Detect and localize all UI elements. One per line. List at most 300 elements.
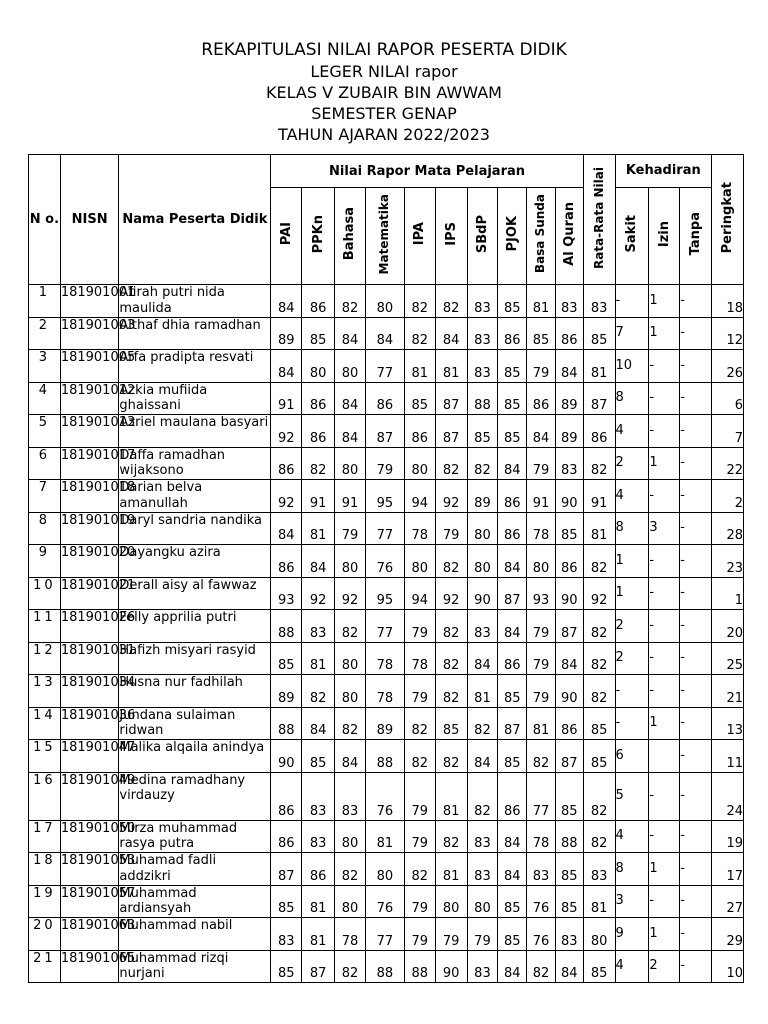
row-score: 93 — [527, 577, 556, 610]
row-average: 83 — [583, 853, 615, 886]
row-score: 84 — [302, 545, 335, 578]
table-row — [29, 285, 744, 318]
row-sakit: 2 — [615, 610, 649, 643]
row-score: 92 — [435, 480, 467, 513]
row-score: 83 — [271, 918, 302, 951]
row-average: 82 — [583, 545, 615, 578]
title-line-3: KELAS V ZUBAIR BIN AWWAM — [266, 83, 502, 102]
row-sakit: 4 — [615, 820, 649, 853]
row-nisn: 181901063 — [60, 918, 119, 951]
row-score: 76 — [527, 885, 556, 918]
row-score: 85 — [498, 918, 527, 951]
header-subject-0: PAI — [271, 188, 302, 285]
row-score: 81 — [435, 772, 467, 820]
row-izin: 1 — [649, 707, 680, 740]
row-score: 83 — [302, 820, 335, 853]
row-nisn: 181901036 — [60, 707, 119, 740]
row-score: 84 — [498, 820, 527, 853]
row-score: 83 — [302, 772, 335, 820]
row-izin: - — [649, 382, 680, 415]
row-score: 81 — [404, 350, 435, 383]
row-score: 76 — [365, 772, 404, 820]
row-rank: 13 — [712, 707, 744, 740]
table-row — [29, 772, 744, 820]
row-student-name: Hafizh misyari rasyid — [119, 642, 271, 675]
row-student-name: Dayangku azira — [119, 545, 271, 578]
row-average: 85 — [583, 707, 615, 740]
row-rank: 6 — [712, 382, 744, 415]
document-titles — [0, 40, 768, 145]
row-number: 12 — [29, 642, 61, 675]
row-average: 81 — [583, 512, 615, 545]
row-student-name: Azriel maulana basyari — [119, 415, 271, 448]
header-nilai-group: Nilai Rapor Mata Pelajaran — [271, 155, 583, 188]
table-row — [29, 853, 744, 886]
row-score: 85 — [271, 642, 302, 675]
row-score: 81 — [365, 820, 404, 853]
row-student-name: Darian belva amanullah — [119, 480, 271, 513]
row-tanpa: - — [680, 447, 712, 480]
row-score: 91 — [335, 480, 366, 513]
row-score: 89 — [365, 707, 404, 740]
row-score: 82 — [435, 285, 467, 318]
row-number: 17 — [29, 820, 61, 853]
row-number: 21 — [29, 950, 61, 983]
row-tanpa: - — [680, 885, 712, 918]
row-score: 87 — [271, 853, 302, 886]
row-number: 10 — [29, 577, 61, 610]
row-izin: - — [649, 675, 680, 708]
row-score: 87 — [302, 950, 335, 983]
row-score: 92 — [271, 480, 302, 513]
row-tanpa: - — [680, 577, 712, 610]
row-score: 86 — [302, 415, 335, 448]
row-number: 2 — [29, 317, 61, 350]
row-score: 82 — [527, 740, 556, 773]
row-sakit: 8 — [615, 853, 649, 886]
row-score: 85 — [555, 853, 583, 886]
row-tanpa: - — [680, 317, 712, 350]
row-score: 84 — [302, 707, 335, 740]
row-score: 83 — [467, 610, 498, 643]
row-tanpa: - — [680, 950, 712, 983]
header-subject-3: Matematika — [365, 188, 404, 285]
row-rank: 19 — [712, 820, 744, 853]
row-score: 90 — [555, 480, 583, 513]
row-nisn: 181901001 — [60, 285, 119, 318]
row-score: 85 — [555, 512, 583, 545]
row-score: 89 — [555, 382, 583, 415]
row-score: 79 — [335, 512, 366, 545]
title-line-1: REKAPITULASI NILAI RAPOR PESERTA DIDIK — [201, 40, 567, 60]
row-score: 90 — [467, 577, 498, 610]
header-subject-7: PJOK — [498, 188, 527, 285]
row-score: 84 — [335, 415, 366, 448]
row-score: 82 — [335, 950, 366, 983]
row-score: 79 — [527, 642, 556, 675]
row-rank: 25 — [712, 642, 744, 675]
row-average: 85 — [583, 317, 615, 350]
row-average: 82 — [583, 772, 615, 820]
row-score: 84 — [498, 447, 527, 480]
row-score: 82 — [435, 675, 467, 708]
row-score: 86 — [498, 642, 527, 675]
row-score: 93 — [271, 577, 302, 610]
table-row — [29, 885, 744, 918]
row-rank: 10 — [712, 950, 744, 983]
row-score: 79 — [404, 610, 435, 643]
header-kehadiran: Kehadiran — [615, 155, 712, 188]
row-score: 78 — [404, 642, 435, 675]
table-row — [29, 577, 744, 610]
row-score: 80 — [335, 820, 366, 853]
row-izin: 1 — [649, 317, 680, 350]
row-nisn: 181901018 — [60, 480, 119, 513]
header-nisn: NISN — [60, 155, 119, 285]
row-score: 82 — [467, 772, 498, 820]
row-score: 94 — [404, 480, 435, 513]
row-average: 83 — [583, 285, 615, 318]
row-score: 86 — [365, 382, 404, 415]
header-peringkat: Peringkat — [712, 155, 744, 285]
row-score: 92 — [302, 577, 335, 610]
title-line-4: SEMESTER GENAP — [311, 104, 457, 123]
row-score: 86 — [271, 772, 302, 820]
row-izin: - — [649, 642, 680, 675]
row-score: 91 — [527, 480, 556, 513]
header-subject-4: IPA — [404, 188, 435, 285]
row-student-name: Azkia mufiida ghaissani — [119, 382, 271, 415]
row-student-name: Daffa ramadhan wijaksono — [119, 447, 271, 480]
row-tanpa: - — [680, 740, 712, 773]
row-tanpa: - — [680, 350, 712, 383]
row-score: 87 — [435, 415, 467, 448]
row-score: 86 — [498, 772, 527, 820]
row-izin: 1 — [649, 918, 680, 951]
row-rank: 27 — [712, 885, 744, 918]
row-score: 86 — [271, 447, 302, 480]
row-score: 88 — [271, 610, 302, 643]
row-score: 78 — [335, 918, 366, 951]
row-tanpa: - — [680, 480, 712, 513]
row-average: 85 — [583, 950, 615, 983]
row-rank: 24 — [712, 772, 744, 820]
row-score: 83 — [555, 447, 583, 480]
table-row — [29, 675, 744, 708]
row-score: 85 — [467, 415, 498, 448]
header-subject-2: Bahasa — [335, 188, 366, 285]
row-student-name: Daryl sandria nandika — [119, 512, 271, 545]
row-tanpa: - — [680, 675, 712, 708]
row-score: 83 — [467, 350, 498, 383]
row-student-name: Muhammad ardiansyah — [119, 885, 271, 918]
row-score: 82 — [435, 642, 467, 675]
row-nisn: 181901049 — [60, 772, 119, 820]
header-subject-9: Al Quran — [555, 188, 583, 285]
row-score: 86 — [404, 415, 435, 448]
row-score: 85 — [498, 382, 527, 415]
row-izin: 2 — [649, 950, 680, 983]
row-izin: 3 — [649, 512, 680, 545]
table-row — [29, 480, 744, 513]
row-score: 79 — [527, 610, 556, 643]
row-sakit: 10 — [615, 350, 649, 383]
row-score: 87 — [555, 740, 583, 773]
row-nisn: 181901057 — [60, 885, 119, 918]
row-score: 80 — [335, 885, 366, 918]
row-score: 84 — [498, 853, 527, 886]
row-average: 82 — [583, 820, 615, 853]
row-tanpa: - — [680, 545, 712, 578]
row-score: 86 — [555, 545, 583, 578]
row-score: 82 — [335, 610, 366, 643]
row-student-name: Arfa pradipta resvati — [119, 350, 271, 383]
row-score: 78 — [365, 642, 404, 675]
row-score: 84 — [555, 642, 583, 675]
row-score: 86 — [555, 317, 583, 350]
row-score: 80 — [335, 545, 366, 578]
row-average: 82 — [583, 675, 615, 708]
row-score: 88 — [467, 382, 498, 415]
table-row — [29, 642, 744, 675]
row-rank: 2 — [712, 480, 744, 513]
row-rank: 17 — [712, 853, 744, 886]
row-average: 81 — [583, 885, 615, 918]
row-score: 76 — [365, 545, 404, 578]
row-score: 80 — [404, 545, 435, 578]
row-student-name: Muhammad rizqi nurjani — [119, 950, 271, 983]
row-score: 79 — [365, 447, 404, 480]
row-score: 85 — [271, 950, 302, 983]
row-score: 91 — [302, 480, 335, 513]
row-score: 91 — [271, 382, 302, 415]
row-score: 82 — [435, 447, 467, 480]
row-score: 80 — [365, 853, 404, 886]
row-tanpa: - — [680, 382, 712, 415]
row-rank: 7 — [712, 415, 744, 448]
row-score: 82 — [335, 853, 366, 886]
row-sakit: 2 — [615, 642, 649, 675]
row-student-name: Muhammad nabil — [119, 918, 271, 951]
row-score: 86 — [527, 382, 556, 415]
row-score: 77 — [365, 918, 404, 951]
row-score: 79 — [404, 772, 435, 820]
row-izin: 1 — [649, 853, 680, 886]
row-tanpa: - — [680, 820, 712, 853]
row-izin: - — [649, 577, 680, 610]
table-row — [29, 820, 744, 853]
row-tanpa: - — [680, 707, 712, 740]
row-tanpa: - — [680, 512, 712, 545]
row-nisn: 181901012 — [60, 382, 119, 415]
row-number: 5 — [29, 415, 61, 448]
row-sakit: 6 — [615, 740, 649, 773]
row-score: 84 — [467, 642, 498, 675]
row-score: 79 — [435, 918, 467, 951]
row-score: 95 — [365, 480, 404, 513]
row-score: 79 — [404, 885, 435, 918]
header-subject-6: SBdP — [467, 188, 498, 285]
table-row — [29, 447, 744, 480]
row-number: 14 — [29, 707, 61, 740]
row-rank: 1 — [712, 577, 744, 610]
row-nisn: 181901031 — [60, 642, 119, 675]
row-tanpa: - — [680, 415, 712, 448]
row-score: 77 — [365, 512, 404, 545]
row-score: 83 — [335, 772, 366, 820]
row-score: 85 — [271, 885, 302, 918]
row-rank: 26 — [712, 350, 744, 383]
row-score: 79 — [527, 447, 556, 480]
row-score: 84 — [335, 382, 366, 415]
row-nisn: 181901017 — [60, 447, 119, 480]
row-sakit: - — [615, 707, 649, 740]
row-score: 83 — [527, 853, 556, 886]
header-no: N o. — [29, 155, 61, 285]
header-attendance-2: Tanpa — [680, 188, 712, 285]
row-sakit: 9 — [615, 918, 649, 951]
row-score: 86 — [271, 820, 302, 853]
row-nisn: 181901013 — [60, 415, 119, 448]
row-nisn: 181901020 — [60, 545, 119, 578]
row-score: 87 — [498, 577, 527, 610]
row-score: 78 — [365, 675, 404, 708]
row-score: 86 — [498, 480, 527, 513]
row-izin: - — [649, 772, 680, 820]
row-student-name: Malika alqaila anindya — [119, 740, 271, 773]
row-nisn: 181901005 — [60, 350, 119, 383]
row-score: 86 — [498, 512, 527, 545]
row-score: 90 — [555, 577, 583, 610]
table-row — [29, 610, 744, 643]
row-score: 84 — [527, 415, 556, 448]
row-score: 82 — [302, 447, 335, 480]
header-subject-8: Basa Sunda — [527, 188, 556, 285]
row-score: 82 — [404, 740, 435, 773]
row-number: 18 — [29, 853, 61, 886]
row-score: 90 — [435, 950, 467, 983]
row-score: 82 — [404, 317, 435, 350]
row-average: 82 — [583, 447, 615, 480]
row-nisn: 181901021 — [60, 577, 119, 610]
row-izin: - — [649, 545, 680, 578]
header-subject-1: PPKn — [302, 188, 335, 285]
row-sakit: 1 — [615, 577, 649, 610]
row-sakit: 3 — [615, 885, 649, 918]
row-score: 80 — [467, 885, 498, 918]
row-score: 80 — [467, 545, 498, 578]
row-score: 81 — [302, 918, 335, 951]
grade-table — [28, 154, 744, 983]
row-average: 81 — [583, 350, 615, 383]
row-score: 84 — [555, 950, 583, 983]
table-row — [29, 545, 744, 578]
row-score: 86 — [302, 285, 335, 318]
row-izin: - — [649, 480, 680, 513]
row-score: 83 — [467, 950, 498, 983]
row-score: 82 — [435, 545, 467, 578]
row-number: 4 — [29, 382, 61, 415]
row-izin: 1 — [649, 285, 680, 318]
row-score: 82 — [435, 740, 467, 773]
table-row — [29, 950, 744, 983]
row-sakit: - — [615, 285, 649, 318]
row-score: 84 — [467, 740, 498, 773]
table-row — [29, 918, 744, 951]
row-score: 82 — [404, 853, 435, 886]
row-score: 82 — [435, 610, 467, 643]
row-nisn: 181901034 — [60, 675, 119, 708]
row-rank: 29 — [712, 918, 744, 951]
row-rank: 11 — [712, 740, 744, 773]
row-score: 89 — [271, 675, 302, 708]
row-score: 87 — [498, 707, 527, 740]
row-score: 80 — [335, 350, 366, 383]
row-tanpa: - — [680, 285, 712, 318]
row-izin: 1 — [649, 447, 680, 480]
row-score: 86 — [302, 853, 335, 886]
row-sakit: 8 — [615, 382, 649, 415]
row-score: 81 — [527, 707, 556, 740]
row-rank: 28 — [712, 512, 744, 545]
row-rank: 12 — [712, 317, 744, 350]
row-number: 16 — [29, 772, 61, 820]
table-row — [29, 415, 744, 448]
row-tanpa: - — [680, 772, 712, 820]
row-student-name: Mirza muhammad rasya putra — [119, 820, 271, 853]
table-row — [29, 382, 744, 415]
row-score: 85 — [498, 675, 527, 708]
row-rank: 21 — [712, 675, 744, 708]
row-score: 83 — [467, 853, 498, 886]
row-score: 87 — [435, 382, 467, 415]
row-score: 84 — [498, 610, 527, 643]
row-rank: 18 — [712, 285, 744, 318]
row-score: 77 — [527, 772, 556, 820]
row-score: 83 — [555, 285, 583, 318]
title-line-5: TAHUN AJARAN 2022/2023 — [278, 125, 490, 144]
row-score: 79 — [435, 512, 467, 545]
row-average: 80 — [583, 918, 615, 951]
row-score: 88 — [404, 950, 435, 983]
table-row — [29, 707, 744, 740]
header-attendance-0: Sakit — [615, 188, 649, 285]
row-score: 80 — [335, 675, 366, 708]
row-score: 80 — [335, 447, 366, 480]
row-sakit: - — [615, 675, 649, 708]
row-student-name: Jundana sulaiman ridwan — [119, 707, 271, 740]
row-score: 84 — [555, 350, 583, 383]
row-score: 84 — [498, 950, 527, 983]
row-average: 82 — [583, 642, 615, 675]
table-row — [29, 740, 744, 773]
row-student-name: Derall aisy al fawwaz — [119, 577, 271, 610]
row-rank: 20 — [712, 610, 744, 643]
row-score: 83 — [467, 820, 498, 853]
row-sakit: 8 — [615, 512, 649, 545]
title-line-2: LEGER NILAI rapor — [310, 62, 458, 81]
row-average: 87 — [583, 382, 615, 415]
row-sakit: 1 — [615, 545, 649, 578]
row-student-name: Medina ramadhany virdauzy — [119, 772, 271, 820]
row-score: 80 — [467, 512, 498, 545]
row-nisn: 181901026 — [60, 610, 119, 643]
row-tanpa: - — [680, 853, 712, 886]
row-sakit: 2 — [615, 447, 649, 480]
row-score: 84 — [435, 317, 467, 350]
row-score: 76 — [527, 918, 556, 951]
row-score: 88 — [271, 707, 302, 740]
